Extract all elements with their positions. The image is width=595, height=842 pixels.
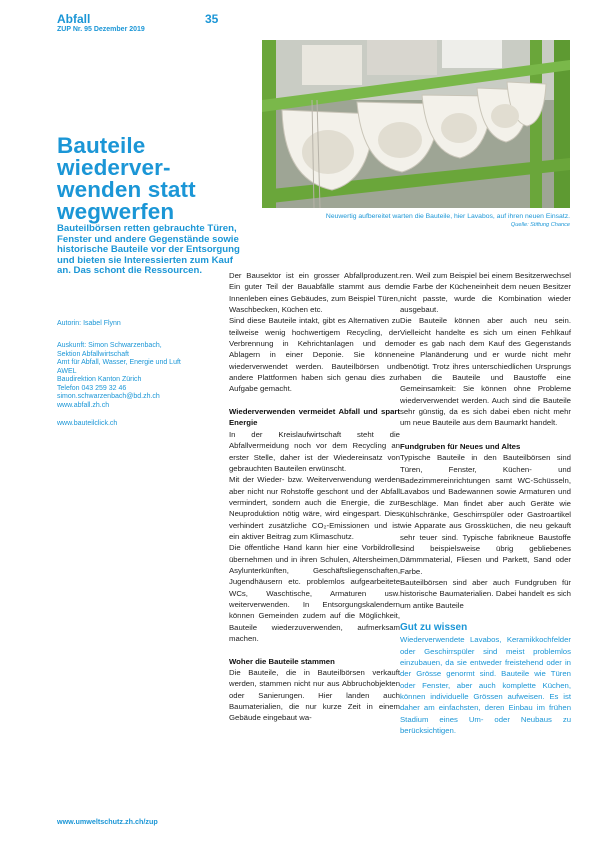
paragraph: Der Bausektor ist ein grosser Abfallproduzent. Ein guter Teil der Bauabfälle stammt aus dem Innenleben eines Gebäudes, zum Beispiel Türen, Waschbecken, Küchen etc. (229, 271, 400, 315)
paragraph: Die öffentliche Hand kann hier eine Vorbildrolle übernehmen und in ihren Schulen, Altersheimen, Asylunterkünften, Geschäftsliegenschaften, Jugendhäusern etc. problemlos aufgearbeitete WCs, Waschtische, Armaturen usw. weiterverwenden. In Entsorgungskalendern können Gemeinden zudem auf die Möglichkeit, Bauteile wiederzuverwenden, aufmerksam machen. (229, 543, 400, 643)
paragraph: ren. Weil zum Beispiel bei einem Besitzerwechsel die Farbe der Kücheneinheit dem neuen Besitzer nicht passte, wurde die Kombination wieder ausgebaut. (400, 271, 571, 315)
contact-line: Baudirektion Kanton Zürich (57, 376, 142, 384)
paragraph: Die Bauteile können aber auch neu sein. Vielleicht handelte es sich um einen Fehlkauf oder es gab nach dem Kauf des Gegenstands eine Planänderung und er wurde nicht mehr benötigt. Trotz ihres unterschiedlichen Ursprungs haben die Bauteile und Baustoffe eine Gemeinsamkeit: Sie können ohne Probleme wiederverwendet werden. Auch sind die Bauteile sehr günstig, da es sich dabei eben nicht mehr um neue Bauteile aus dem Baumarkt handelt. (400, 316, 571, 428)
photo-caption: Neuwertig aufbereitet warten die Bauteile, hier Lavabos, auf ihren neuen Einsatz. (325, 213, 570, 220)
contact-line: Auskunft: Simon Schwarzenbach, (57, 342, 162, 349)
article-headline: Bauteile wiederver-wenden statt wegwerfen (57, 133, 196, 225)
contact-line: Sektion Abfallwirtschaft (57, 350, 129, 358)
tip-box-title: Gut zu wissen (400, 621, 468, 633)
article-lead: Bauteilbörsen retten gebrauchte Türen, Fenster und andere Gegenstände sowie historische Bauteile vor der Entsorgung und bieten sie Interessierten zum Kauf an. Das schont die Ressourcen. (57, 223, 240, 277)
footer-url-link[interactable]: www.umweltschutz.zh.ch/zup (57, 817, 158, 826)
contact-website-link[interactable]: www.abfall.zh.ch (57, 401, 110, 409)
paragraph: Typische Bauteile in den Bauteilbörsen sind Türen, Fenster, Küchen- und Badezimmereinrichtungen samt WC-Schüsseln, Lavabos und Badewannen sowie Armaturen und Beschläge. Man findet aber auch Geräte wie Kühlschränke, Geschirrspüler oder Gastroartikel wie Apparate aus Grossküchen, die neu gekauft sehr teuer sind. Typische fabrikneue Baustoffe sind beispielsweise übrig gebliebenes Dämmmaterial, Fliesen und Parkett, Sand oder Farbe. (400, 453, 571, 576)
paragraph: Mit der Wieder- bzw. Weiterverwendung werden aber nicht nur Rohstoffe geschont und der Abfall vermindert, sondern auch die Energie, die zur Neuproduktion nötig wäre, wird eingespart. Dies verhindert zusätzliche CO₂-Emissionen und ist ein aktiver Beitrag zum Klimaschutz. (229, 475, 400, 541)
paragraph: Sind diese Bauteile intakt, gibt es Alternativen zu teilweise wenig hochwertigem Recycling, der Verbrennung in Kehrichtanlagen und dem Ablagern in einer Deponie. Sie können wiederverwendet werden. Bauteilbörsen und andere Plattformen haben sich genau dies zur Aufgabe gemacht. (229, 316, 400, 394)
contact-line: Amt für Abfall, Wasser, Energie und Luft (57, 359, 181, 367)
contact-line: AWEL (57, 367, 77, 375)
lavabo-shelf-illustration (262, 40, 570, 208)
paragraph: In der Kreislaufwirtschaft steht die Abfallvermeidung noch vor dem Recycling an erster Stelle, daher ist der Wiedereinsatz von gebrauchten Bauteilen erwünscht. (229, 429, 400, 473)
lavabo-photo (262, 40, 570, 208)
subheading: Woher die Bauteile stammen (229, 656, 335, 666)
contact-info (57, 342, 247, 410)
page-number: 35 (205, 12, 219, 26)
subheading: Fundgruben für Neues und Altes (400, 441, 521, 451)
body-column-2 (400, 270, 571, 736)
bauteilclick-link[interactable]: www.bauteilclick.ch (57, 420, 118, 427)
body-column-1 (229, 270, 400, 724)
tip-box-text: Wiederverwendete Lavabos, Keramikkochfelder oder Geschirrspüler sind meist problemlos einzubauen, da sie entweder freistehend oder in der Grösse genormt sind. Bauteile wie Türen oder Fenster, aber auch komplette Küchen, können individuelle Grössen aufweisen. Es ist daher am einfachsten, deren Einbau im frühen Stadium eines Um- oder Neubaus zu berücksichtigen. (400, 635, 571, 736)
contact-phone: Telefon 043 259 32 46 (57, 384, 127, 392)
subheading: Wiederverwenden vermeidet Abfall und spart Energie (229, 407, 400, 428)
photo-credit: Quelle: Stiftung Chance (510, 222, 570, 228)
paragraph: Bauteilbörsen sind aber auch Fundgruben für historische Baumaterialien. Dabei handelt es sich um antike Bauteile (400, 577, 571, 610)
issue-label: ZUP Nr. 95 Dezember 2019 (57, 26, 145, 33)
section-title: Abfall (57, 12, 91, 26)
author-line: Autorin: Isabel Flynn (57, 320, 121, 327)
contact-email-link[interactable]: simon.schwarzenbach@bd.zh.ch (57, 393, 160, 401)
paragraph: Die Bauteile, die in Bauteilbörsen verkauft werden, stammen nicht nur aus Abbruchobjekten oder Sanierungen. Hier landen auch Baumaterialien, die nur kurze Zeit in einem Gebäude eingebaut wa- (229, 668, 400, 723)
